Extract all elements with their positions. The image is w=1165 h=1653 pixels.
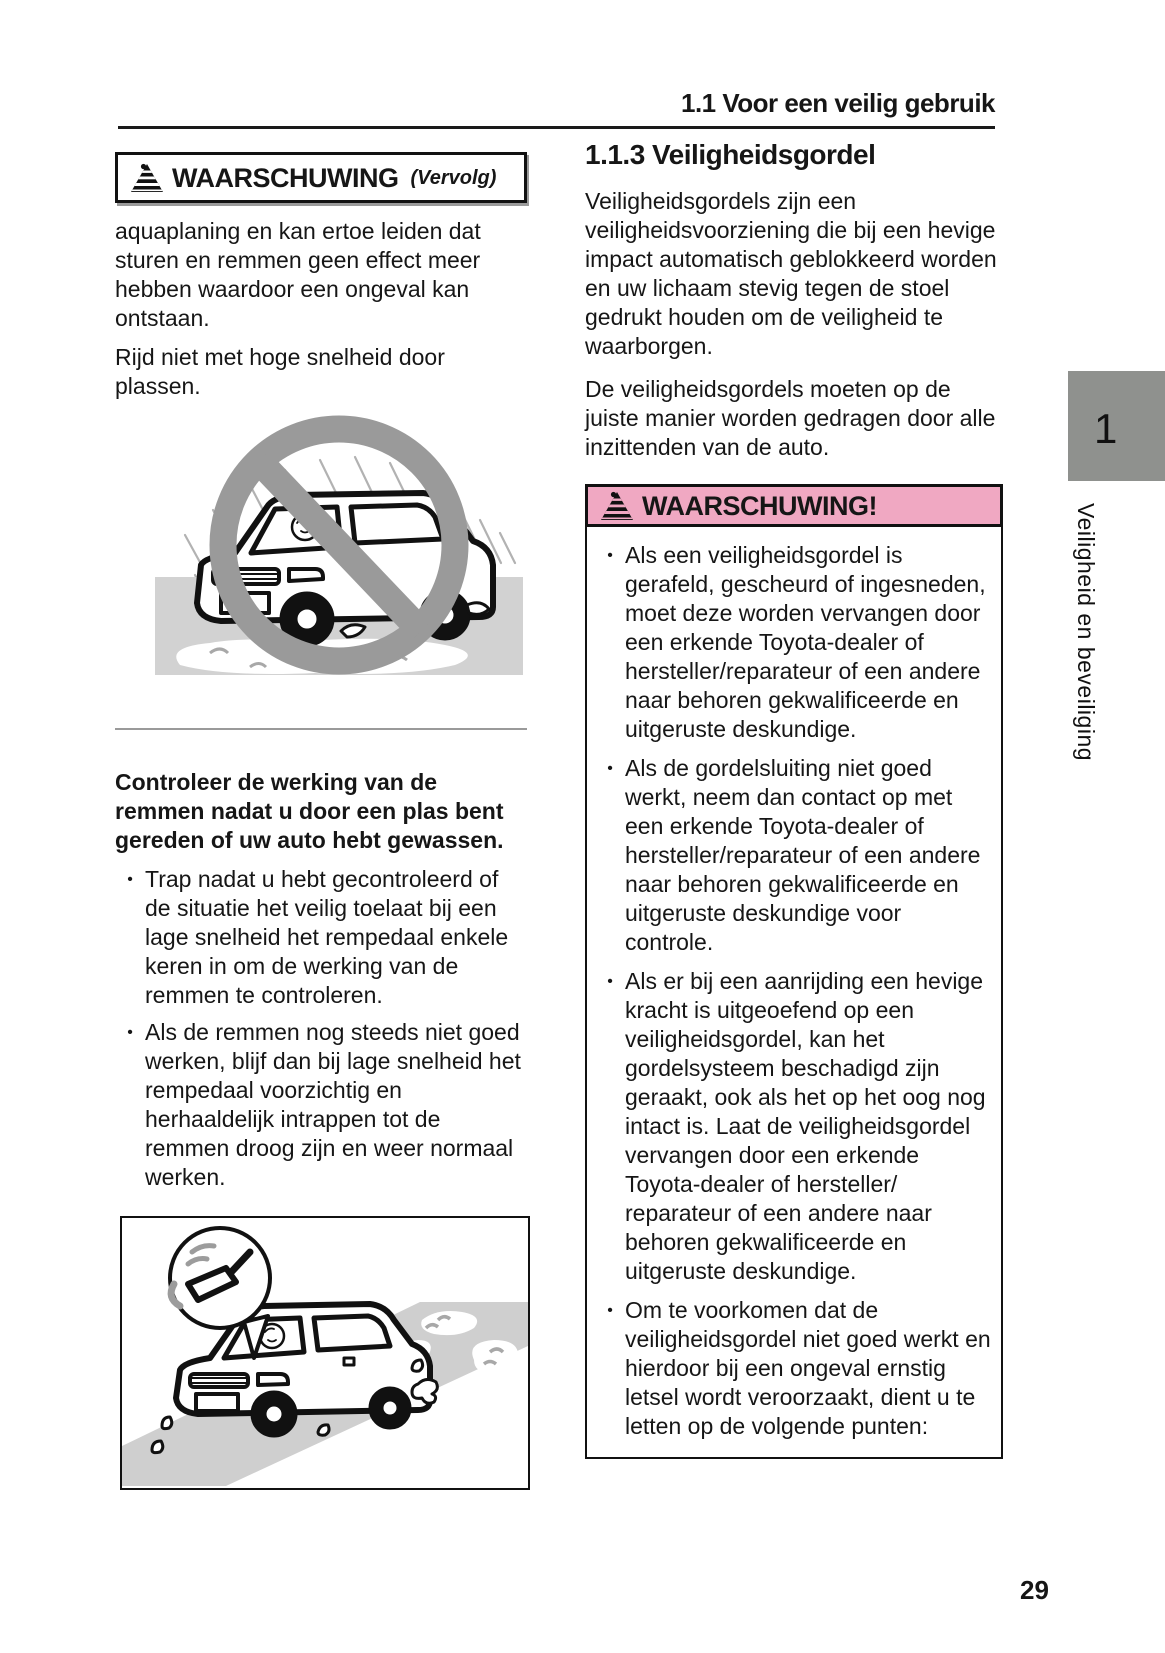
bullet-icon: • bbox=[607, 760, 613, 777]
warning-triangle-icon bbox=[600, 491, 634, 521]
bullet-icon: • bbox=[607, 547, 613, 564]
bullet-icon: • bbox=[127, 1024, 133, 1041]
list-item: • Als er bij een aanrijding een hevige kracht is uitgeoefend op een veiligheidsgordel, kan het gordelsysteem beschadigd zijn geraakt, ook als het op het oog nog intact is. Laat de veiligheidsgordel vervangen door een erkende Toyota-dealer of hersteller/ reparateur of een andere naar behoren gekwalificeerde en uitgeruste deskundige. bbox=[595, 967, 991, 1286]
list-item: • Als de gordelsluiting niet goed werkt, neem dan contact op met een erkende Toyota-dealer of hersteller/reparateur of een andere naar behoren gekwalificeerde en uitgeruste deskundige voor controle. bbox=[595, 754, 991, 957]
warning-bullet-list bbox=[595, 541, 991, 1441]
right-column bbox=[585, 140, 1003, 1459]
left-paragraph-1: aquaplaning en kan ertoe leiden dat sturen en remmen geen effect meer hebben waardoor een ongeval kan ontstaan. bbox=[115, 218, 481, 331]
warning-box-body bbox=[585, 527, 1003, 1459]
illustration-pump-brakes bbox=[120, 1216, 530, 1490]
right-paragraph-1: Veiligheidsgordels zijn een veiligheidsvoorziening die bij een hevige impact automatisch geblokkeerd worden en uw lichaam stevig tegen de stoel gedrukt houden om de veiligheid te waarborgen. bbox=[585, 188, 997, 359]
warning-continued-title: WAARSCHUWING bbox=[172, 162, 399, 193]
left-bullet-list bbox=[115, 865, 530, 1192]
chapter-number: 1 bbox=[1094, 405, 1118, 452]
header-rule bbox=[118, 126, 995, 129]
left-paragraph-2: Rijd niet met hoge snelheid door plassen. bbox=[115, 344, 445, 399]
page-number: 29 bbox=[1020, 1575, 1049, 1605]
list-item: • Trap nadat u hebt gecontroleerd of de situatie het veilig toelaat bij een lage snelheid het rempedaal enkele keren in om de werking van de remmen te controleren. bbox=[115, 865, 530, 1010]
bullet-icon: • bbox=[607, 973, 613, 990]
chapter-title-vertical: Veiligheid en beveiliging bbox=[1073, 503, 1099, 762]
warning-continued-suffix: (Vervolg) bbox=[410, 166, 497, 189]
illustration-no-speed-through-puddles bbox=[155, 415, 523, 695]
left-column bbox=[115, 152, 530, 1497]
warning-continued-box bbox=[115, 152, 527, 203]
running-header: 1.1 Voor een veilig gebruik bbox=[680, 88, 995, 118]
warning-box-header bbox=[585, 484, 1003, 527]
warning-triangle-icon bbox=[130, 163, 164, 193]
warning-box bbox=[585, 484, 1003, 1459]
chapter-tab bbox=[1068, 371, 1165, 481]
list-item: • Om te voorkomen dat de veiligheidsgordel niet goed werkt en hierdoor bij een ongeval ernstig letsel wordt veroorzaakt, dient u te letten op de volgende punten: bbox=[595, 1296, 991, 1441]
warning-box-title: WAARSCHUWING! bbox=[642, 490, 877, 521]
right-paragraph-2: De veiligheidsgordels moeten op de juiste manier worden gedragen door alle inzittenden van de auto. bbox=[585, 376, 996, 460]
section-divider bbox=[115, 728, 527, 730]
section-heading: 1.1.3 Veiligheidsgordel bbox=[585, 139, 876, 170]
list-item: • Als de remmen nog steeds niet goed werken, blijf dan bij lage snelheid het rempedaal voorzichtig en herhaaldelijk intrappen tot de remmen droog zijn en weer normaal werken. bbox=[115, 1018, 530, 1192]
bullet-icon: • bbox=[127, 871, 133, 888]
list-item: • Als een veiligheidsgordel is gerafeld, gescheurd of ingesneden, moet deze worden vervangen door een erkende Toyota-dealer of hersteller/reparateur of een andere naar behoren gekwalificeerde en uitgeruste deskundige. bbox=[595, 541, 991, 744]
left-subheading: Controleer de werking van de remmen nadat u door een plas bent gereden of uw auto hebt gewassen. bbox=[115, 769, 504, 853]
bullet-icon: • bbox=[607, 1302, 613, 1319]
